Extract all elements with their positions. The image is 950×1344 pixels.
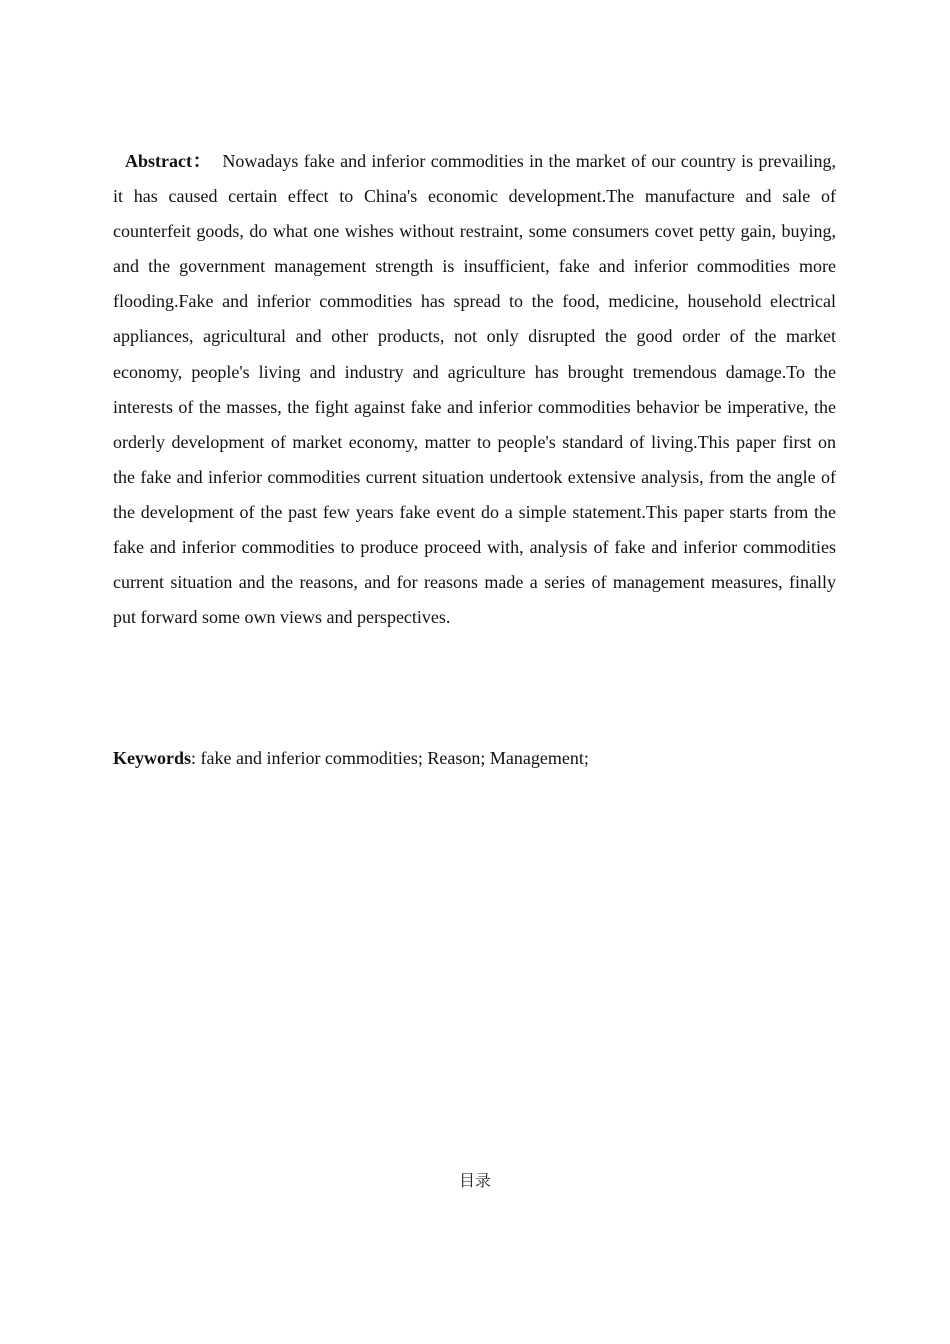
abstract-body: Nowadays fake and inferior commodities in the market of our country is prevailing, it has caused certain effect to China's economic development.The manufacture and sale of counterfeit goods, do what one wishes without restraint, some consumers covet petty gain, buying, and the government management strength is insufficient, fake and inferior commodities more flooding.Fake and inferior commodities has spread to the food, medicine, household electrical appliances, agricultural and other products, not only disrupted the good order of the market economy, people's living and industry and agriculture has brought tremendous damage.To the interests of the masses, the fight against fake and inferior commodities behavior be imperative, the orderly development of market economy, matter to people's standard of living.This paper first on the fake and inferior commodities current situation undertook extensive analysis, from the angle of the development of the past few years fake event do a simple statement.This paper starts from the fake and inferior commodities to produce proceed with, analysis of fake and inferior commodities current situation and the reasons, and for reasons made a series of management measures, finally put forward some own views and perspectives. [113,151,837,628]
keywords-text: : fake and inferior commodities; Reason; Management; [191,748,589,768]
abstract-label: Abstract： [125,151,212,171]
abstract-paragraph [113,144,836,635]
keywords-label: Keywords [113,748,191,768]
keywords-line [113,741,836,776]
table-of-contents-heading: 目录 [458,1171,491,1190]
